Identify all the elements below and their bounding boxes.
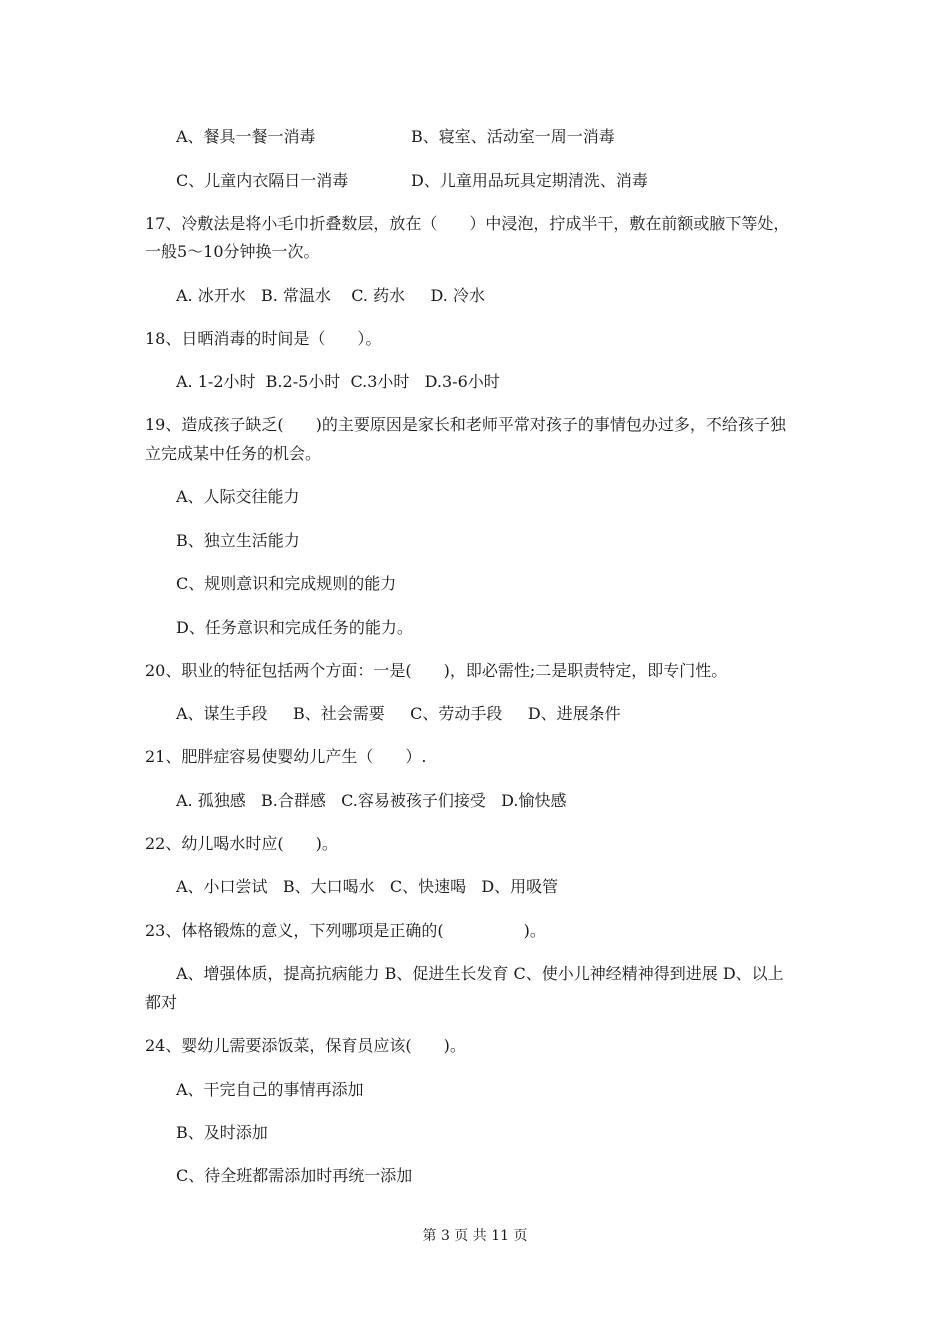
q21-options: A. 孤独感 B.合群感 C.容易被孩子们接受 D.愉快感 bbox=[176, 791, 567, 810]
q23-options-line1: A、增强体质，提高抗病能力 B、促进生长发育 C、使小儿神经精神得到进展 D、以上 bbox=[176, 964, 784, 983]
q16-option-a: A、餐具一餐一消毒 bbox=[176, 127, 316, 146]
q21-stem: 21、肥胖症容易使婴幼儿产生（ ）. bbox=[145, 747, 427, 766]
q23-stem: 23、体格锻炼的意义，下列哪项是正确的( )。 bbox=[145, 921, 546, 940]
q24-option-c: C、待全班都需添加时再统一添加 bbox=[176, 1166, 413, 1185]
q16-option-b: B、寝室、活动室一周一消毒 bbox=[411, 127, 615, 146]
q19-option-d: D、任务意识和完成任务的能力。 bbox=[176, 618, 413, 637]
q19-option-b: B、独立生活能力 bbox=[176, 531, 300, 550]
q18-stem: 18、日晒消毒的时间是（ ）。 bbox=[145, 329, 382, 348]
q20-stem: 20、职业的特征包括两个方面：一是( )，即必需性;二是职责特定，即专门性。 bbox=[145, 661, 728, 680]
q23-options-line2: 都对 bbox=[145, 993, 178, 1012]
q20-options: A、谋生手段 B、社会需要 C、劳动手段 D、进展条件 bbox=[176, 704, 621, 723]
q17-options: A. 冰开水 B. 常温水 C. 药水 D. 冷水 bbox=[176, 286, 485, 305]
q24-stem: 24、婴幼儿需要添饭菜，保育员应该( )。 bbox=[145, 1036, 466, 1055]
q17-stem-line2: 一般5～10分钟换一次。 bbox=[145, 242, 320, 261]
q16-option-d: D、儿童用品玩具定期清洗、消毒 bbox=[411, 171, 648, 190]
q24-option-a: A、干完自己的事情再添加 bbox=[176, 1080, 364, 1099]
page-number: 第 3 页 共 11 页 bbox=[422, 1228, 528, 1244]
q19-stem-line1: 19、造成孩子缺乏( )的主要原因是家长和老师平常对孩子的事情包办过多，不给孩子独 bbox=[145, 415, 786, 434]
q19-option-c: C、规则意识和完成规则的能力 bbox=[176, 574, 397, 593]
q22-options: A、小口尝试 B、大口喝水 C、快速喝 D、用吸管 bbox=[176, 877, 559, 896]
q17-stem-line1: 17、冷敷法是将小毛巾折叠数层，放在（ ）中浸泡，拧成半干，敷在前额或腋下等处， bbox=[145, 214, 790, 233]
q24-option-b: B、及时添加 bbox=[176, 1123, 268, 1142]
q16-option-c: C、儿童内衣隔日一消毒 bbox=[176, 171, 349, 190]
q19-option-a: A、人际交往能力 bbox=[176, 487, 300, 506]
q18-options: A. 1-2小时 B.2-5小时 C.3小时 D.3-6小时 bbox=[176, 372, 500, 391]
q22-stem: 22、幼儿喝水时应( )。 bbox=[145, 834, 338, 853]
q19-stem-line2: 立完成某中任务的机会。 bbox=[145, 444, 322, 463]
